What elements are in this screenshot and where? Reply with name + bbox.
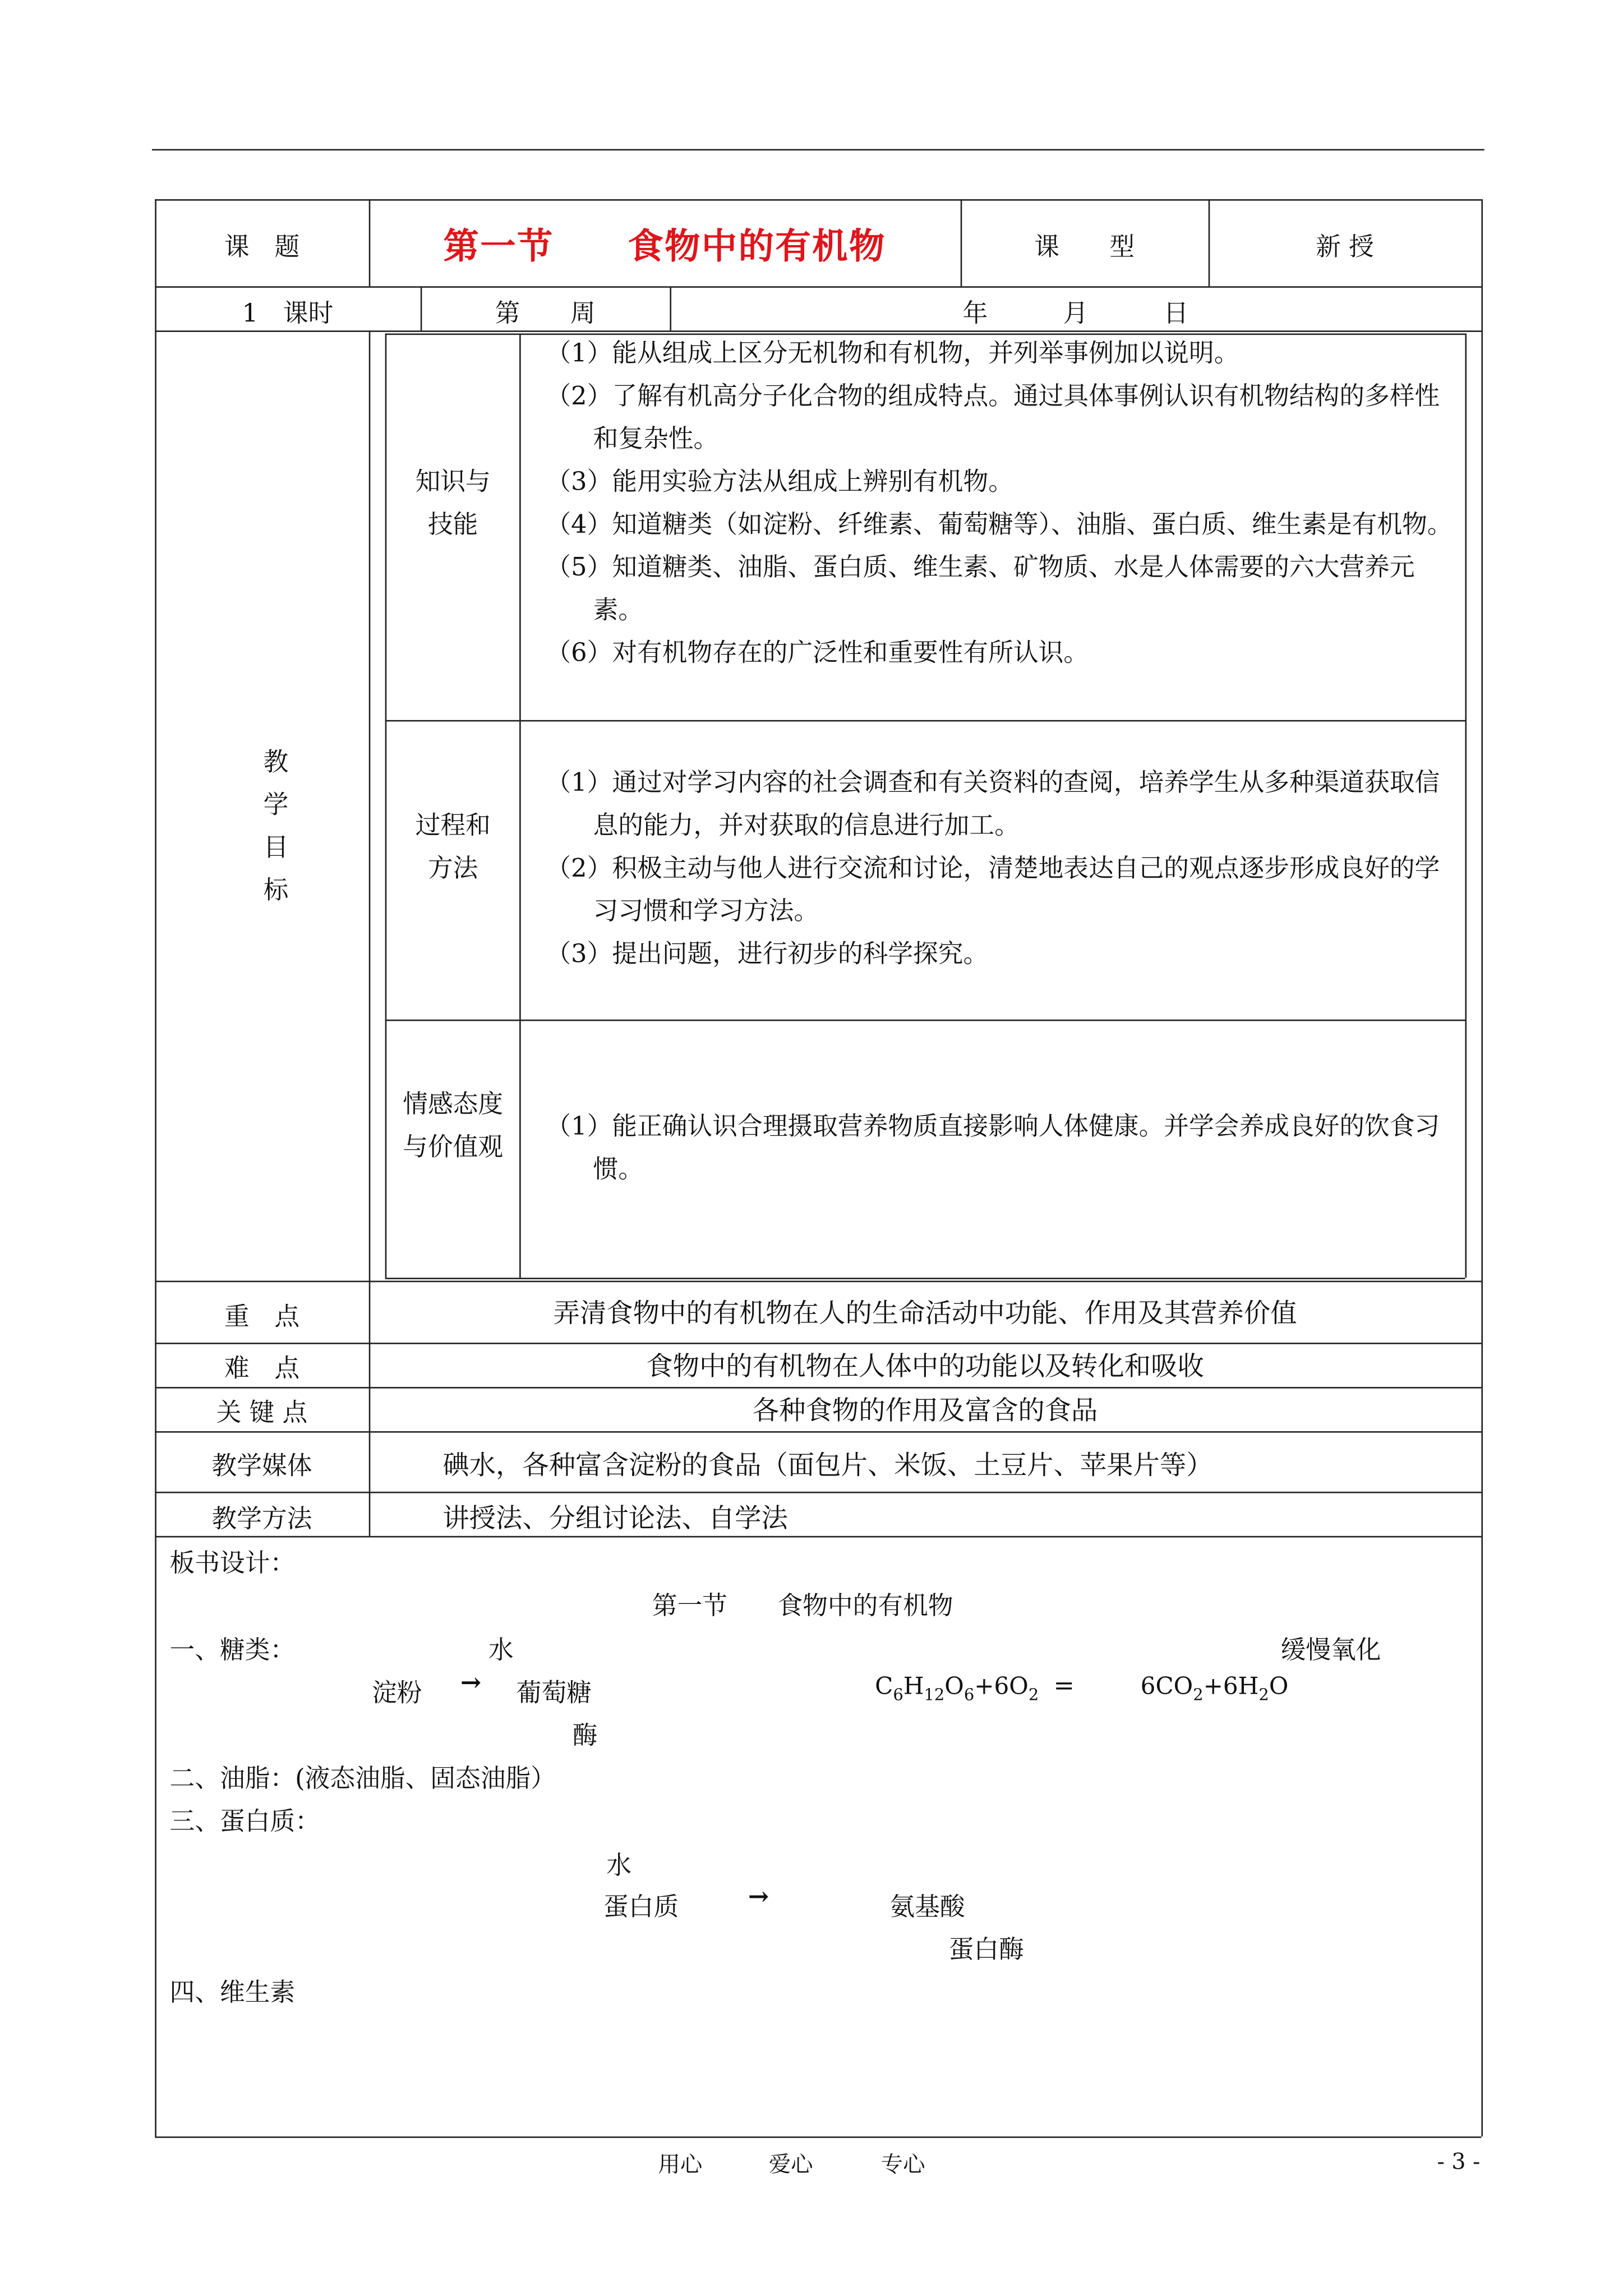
class-hours: 1 课时 [242, 299, 334, 329]
table-border [155, 286, 1481, 288]
list-item: （3）提出问题，进行初步的科学探究。 [546, 939, 989, 970]
amino-acid: 氨基酸 [889, 1893, 965, 1923]
glucose: 葡萄糖 [516, 1679, 592, 1709]
water-label: 水 [606, 1851, 632, 1882]
method-value: 讲授法、分组讨论法、自学法 [442, 1503, 788, 1535]
process-list [546, 763, 1453, 976]
critical-point-label: 关 键 点 [216, 1399, 308, 1428]
arrow-icon: → [748, 1883, 769, 1912]
products-formula: $6CO_2+6H_2O$ [1140, 1671, 1289, 1705]
key-point-label: 重 点 [224, 1303, 300, 1333]
table-border [155, 1387, 1481, 1389]
list-item: （4）知道糖类（如淀粉、纤维素、葡萄糖等）、油脂、蛋白质、维生素是有机物。 [546, 510, 1453, 540]
table-border [155, 199, 1481, 201]
page-number: - 3 - [1437, 2148, 1481, 2175]
media-value: 碘水，各种富含淀粉的食品（面包片、米饭、土豆片、苹果片等） [442, 1450, 1213, 1482]
list-item: （2）积极主动与他人进行交流和讨论，清楚地表达自己的观点逐步形成良好的学习习惯和学习方法。 [546, 854, 1440, 927]
footer-word: 专心 [880, 2151, 925, 2178]
board-label: 板书设计： [169, 1549, 296, 1579]
table-border [155, 1431, 1481, 1433]
arrow-icon: → [460, 1668, 482, 1699]
inner-border [385, 1278, 1465, 1279]
protein: 蛋白质 [603, 1893, 679, 1923]
critical-point-value: 各种食物的作用及富含的食品 [752, 1395, 1098, 1427]
inner-border [519, 334, 521, 1278]
table-border [155, 199, 156, 2136]
sugar-heading: 一、糖类： [169, 1636, 296, 1666]
enzyme-label: 酶 [572, 1722, 598, 1751]
glucose-formula: $C_6H_{12}O_6+6O_2$ [875, 1671, 1039, 1705]
header-rule [152, 149, 1484, 151]
attitude-list [546, 1106, 1453, 1192]
difficulty-value: 食物中的有机物在人体中的功能以及转化和吸收 [646, 1351, 1204, 1383]
board-title: 第一节 食物中的有机物 [652, 1592, 953, 1622]
list-item: （1）能从组成上区分无机物和有机物，并列举事例加以说明。 [546, 339, 1239, 369]
table-border [155, 330, 1481, 332]
list-item: （1）能正确认识合理摄取营养物质直接影响人体健康。并学会养成良好的饮食习惯。 [546, 1112, 1440, 1185]
table-border [155, 1281, 1481, 1283]
vitamin-heading: 四、维生素 [169, 1979, 296, 2008]
inner-border [385, 1020, 1465, 1021]
water-label: 水 [488, 1636, 514, 1666]
attitude-label: 情感态度与价值观 [403, 1090, 504, 1163]
footer-word: 用心 [658, 2151, 703, 2178]
type-label: 课 型 [1034, 233, 1135, 263]
difficulty-label: 难 点 [224, 1354, 300, 1384]
lesson-title: 第一节 食物中的有机物 [443, 224, 886, 268]
footer-word: 爱心 [768, 2151, 813, 2178]
inner-border [385, 720, 1465, 722]
table-border [155, 2137, 1481, 2138]
starch: 淀粉 [371, 1679, 422, 1709]
inner-border [1465, 334, 1467, 1278]
week: 第 周 [495, 299, 596, 329]
list-item: （5）知道糖类、油脂、蛋白质、维生素、矿物质、水是人体需要的六大营养元素。 [546, 553, 1415, 626]
table-border [1481, 199, 1483, 2136]
fat-heading: 二、油脂：(液态油脂、固态油脂） [169, 1764, 556, 1795]
protein-heading: 三、蛋白质： [169, 1807, 320, 1837]
process-label: 过程和方法 [415, 811, 491, 884]
protease-label: 蛋白酶 [948, 1935, 1024, 1966]
objectives-label: 教学目标 [263, 748, 289, 906]
type-value: 新 授 [1316, 233, 1374, 263]
knowledge-label: 知识与技能 [415, 467, 491, 540]
method-label: 教学方法 [211, 1505, 312, 1535]
subject-label: 课 题 [224, 233, 300, 263]
table-border [155, 1492, 1481, 1493]
list-item: （1）通过对学习内容的社会调查和有关资料的查阅，培养学生从多种渠道获取信息的能力，并对获取的信息进行加工。 [546, 768, 1440, 841]
slow-oxidation-label: 缓慢氧化 [1280, 1636, 1381, 1666]
list-item: （6）对有机物存在的广泛性和重要性有所认识。 [546, 639, 1089, 668]
equals-sign: = [1053, 1671, 1075, 1702]
knowledge-list [546, 334, 1453, 676]
media-label: 教学媒体 [211, 1451, 312, 1482]
key-point-value: 弄清食物中的有机物在人的生命活动中功能、作用及其营养价值 [553, 1298, 1297, 1330]
list-item: （2）了解有机高分子化合物的组成特点。通过具体事例认识有机物结构的多样性和复杂性。 [546, 382, 1440, 455]
date: 年 月 日 [962, 299, 1189, 329]
table-border [155, 1536, 1481, 1538]
list-item: （3）能用实验方法从组成上辨别有机物。 [546, 467, 1013, 497]
table-border [155, 1343, 1481, 1344]
